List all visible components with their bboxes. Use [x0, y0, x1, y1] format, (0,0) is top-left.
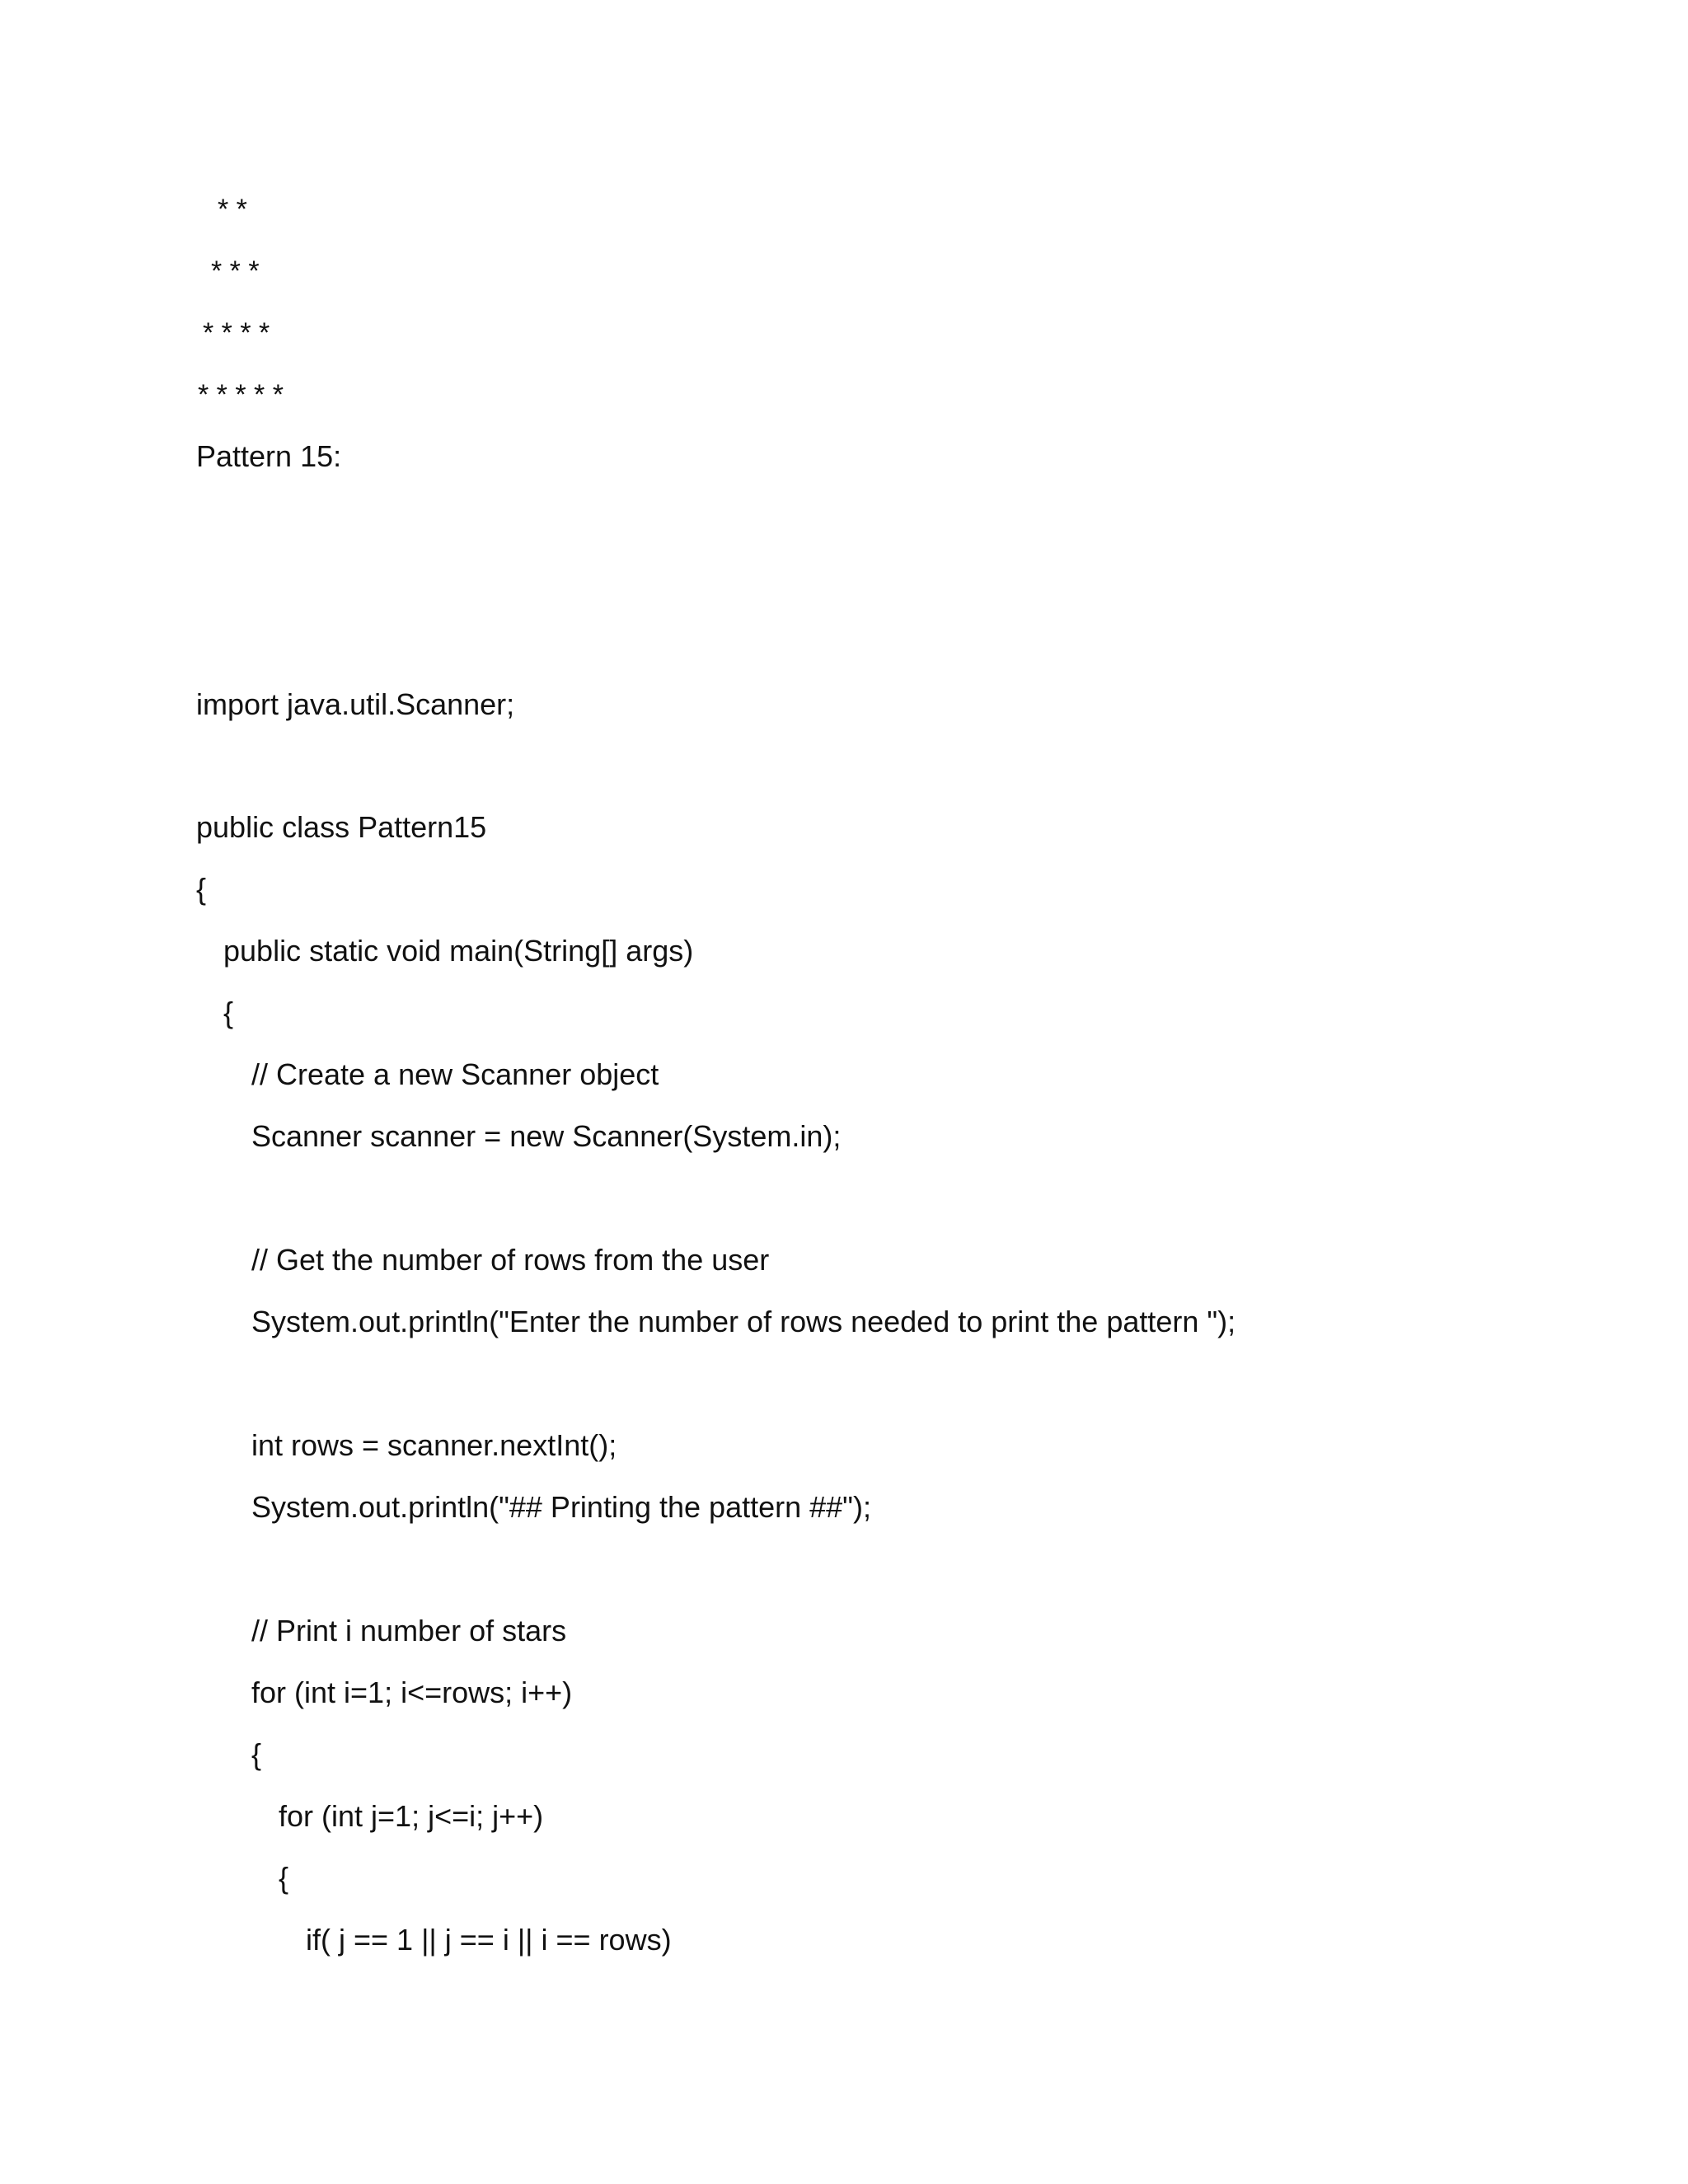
code-line-if-condition: if( j == 1 || j == i || i == rows) [306, 1923, 672, 1957]
code-line-class-decl: public class Pattern15 [196, 810, 487, 844]
pattern-row-2: * * [218, 194, 247, 225]
code-line-inner-for: for (int j=1; j<=i; j++) [279, 1799, 544, 1833]
code-line-inner-open-brace: { [279, 1861, 289, 1895]
code-line-println-header: System.out.println("## Printing the pattern ##"); [251, 1490, 871, 1524]
code-line-scanner-init: Scanner scanner = new Scanner(System.in); [251, 1119, 842, 1153]
pattern-row-4: * * * * [203, 317, 270, 349]
code-line-comment-stars: // Print i number of stars [251, 1614, 567, 1647]
code-line-comment-rows: // Get the number of rows from the user [251, 1243, 770, 1277]
code-line-import: import java.util.Scanner; [196, 687, 515, 721]
code-line-comment-scanner: // Create a new Scanner object [251, 1057, 659, 1091]
code-line-main-decl: public static void main(String[] args) [223, 934, 694, 968]
code-line-class-open-brace: { [196, 872, 207, 906]
code-line-read-rows: int rows = scanner.nextInt(); [251, 1428, 617, 1462]
code-line-outer-open-brace: { [251, 1737, 262, 1771]
pattern-heading: Pattern 15: [196, 439, 342, 473]
pattern-row-5: * * * * * [198, 379, 284, 410]
code-line-println-prompt: System.out.println("Enter the number of rows needed to print the pattern "); [251, 1305, 1236, 1338]
code-line-outer-for: for (int i=1; i<=rows; i++) [251, 1675, 573, 1709]
pattern-row-3: * * * [211, 255, 260, 287]
code-line-main-open-brace: { [223, 996, 234, 1029]
